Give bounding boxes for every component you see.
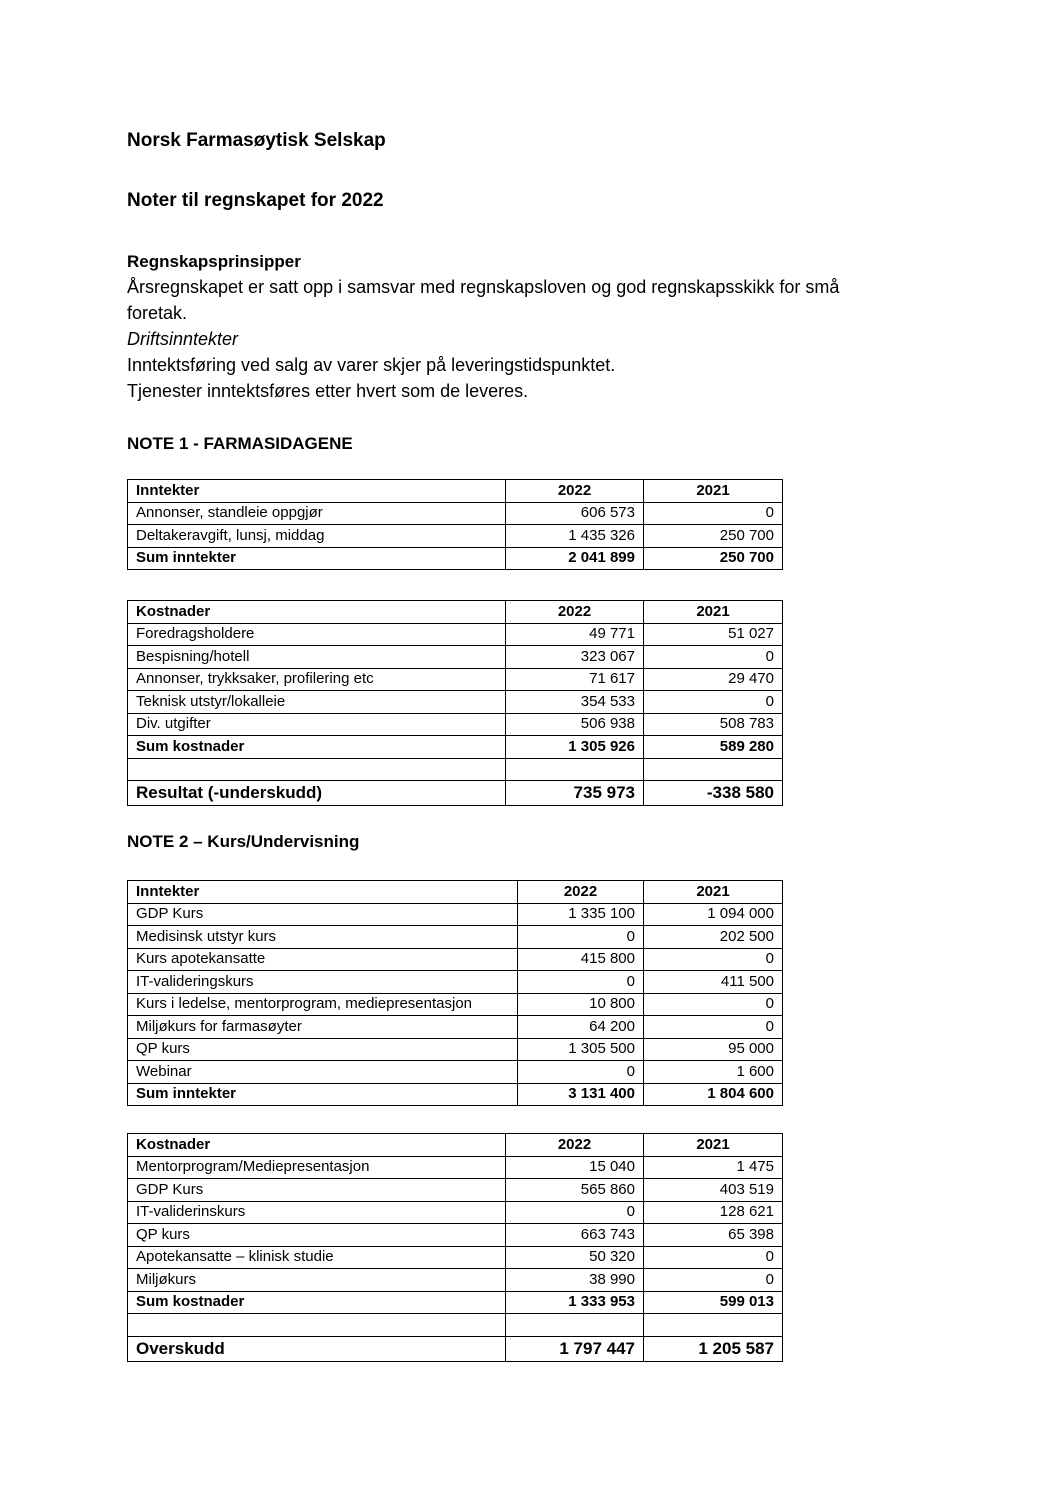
- table-row: [128, 1246, 783, 1269]
- table-header-row: [128, 480, 783, 503]
- value-2022: 415 800: [518, 948, 644, 971]
- column-header-2021: 2021: [644, 881, 783, 904]
- row-label: Webinar: [128, 1061, 518, 1084]
- value-2022: 323 067: [506, 646, 644, 669]
- column-header-2021: 2021: [644, 601, 783, 624]
- table-row: [128, 646, 783, 669]
- value-2022: 71 617: [506, 668, 644, 691]
- row-label: Medisinsk utstyr kurs: [128, 926, 518, 949]
- column-header-label: Kostnader: [128, 1134, 506, 1157]
- table-row: [128, 1224, 783, 1247]
- row-label: QP kurs: [128, 1224, 506, 1247]
- value-2022: 354 533: [506, 691, 644, 714]
- value-2022: 15 040: [506, 1156, 644, 1179]
- note2-title: NOTE 2 – Kurs/Undervisning: [127, 832, 360, 851]
- table-row: [128, 903, 783, 926]
- note2-costs-table: [127, 1133, 783, 1362]
- table-row: [128, 668, 783, 691]
- row-label: Kurs i ledelse, mentorprogram, mediepresentasjon: [128, 993, 518, 1016]
- empty-cell: [506, 1314, 644, 1337]
- value-2021: 51 027: [644, 623, 783, 646]
- value-2021: 0: [644, 1016, 783, 1039]
- value-2022: 0: [518, 926, 644, 949]
- principles-line-2: foretak.: [127, 303, 188, 323]
- column-header-2022: 2022: [506, 480, 644, 503]
- value-2021: 508 783: [644, 713, 783, 736]
- value-2021: 411 500: [644, 971, 783, 994]
- row-label: GDP Kurs: [128, 903, 518, 926]
- value-2022: 3 131 400: [518, 1083, 644, 1106]
- principles-subheading: Driftsinntekter: [127, 329, 239, 349]
- table-row: [128, 623, 783, 646]
- value-2022: 1 305 926: [506, 736, 644, 759]
- value-2021: 95 000: [644, 1038, 783, 1061]
- row-label: Mentorprogram/Mediepresentasjon: [128, 1156, 506, 1179]
- value-2022: 1 435 326: [506, 525, 644, 548]
- principles-line-1: Årsregnskapet er satt opp i samsvar med regnskapsloven og god regnskapsskikk for små: [127, 277, 840, 297]
- row-label: IT-valideringskurs: [128, 971, 518, 994]
- table-row: [128, 691, 783, 714]
- value-2022: 1 797 447: [506, 1336, 644, 1361]
- value-2022: 506 938: [506, 713, 644, 736]
- value-2021: 0: [644, 1246, 783, 1269]
- sum-row: [128, 1083, 783, 1106]
- value-2021: 0: [644, 502, 783, 525]
- column-header-2021: 2021: [644, 480, 783, 503]
- value-2021: 128 621: [644, 1201, 783, 1224]
- empty-row: [128, 1314, 783, 1337]
- empty-cell: [506, 758, 644, 781]
- column-header-label: Inntekter: [128, 480, 506, 503]
- table-header-row: [128, 1134, 783, 1157]
- table-row: [128, 1201, 783, 1224]
- column-header-label: Inntekter: [128, 881, 518, 904]
- row-label: Sum kostnader: [128, 736, 506, 759]
- result-row: [128, 1336, 783, 1361]
- value-2021: 0: [644, 691, 783, 714]
- value-2021: 1 600: [644, 1061, 783, 1084]
- value-2022: 1 333 953: [506, 1291, 644, 1314]
- row-label: Sum inntekter: [128, 547, 506, 570]
- table-row: [128, 1156, 783, 1179]
- value-2021: 250 700: [644, 547, 783, 570]
- value-2022: 64 200: [518, 1016, 644, 1039]
- empty-cell: [644, 758, 783, 781]
- empty-cell: [644, 1314, 783, 1337]
- table-row: [128, 993, 783, 1016]
- table-row: [128, 948, 783, 971]
- column-header-2022: 2022: [518, 881, 644, 904]
- value-2021: 1 094 000: [644, 903, 783, 926]
- note2-income-table: [127, 880, 783, 1106]
- table-row: [128, 713, 783, 736]
- value-2021: 0: [644, 1269, 783, 1292]
- table-row: [128, 1061, 783, 1084]
- row-label: Sum kostnader: [128, 1291, 506, 1314]
- row-label: Annonser, trykksaker, profilering etc: [128, 668, 506, 691]
- principles-line-3: Inntektsføring ved salg av varer skjer på leveringstidspunktet.: [127, 355, 616, 375]
- value-2021: 0: [644, 646, 783, 669]
- principles-heading: Regnskapsprinsipper: [127, 252, 301, 271]
- value-2021: 29 470: [644, 668, 783, 691]
- row-label: Resultat (-underskudd): [128, 781, 506, 806]
- row-label: Miljøkurs for farmasøyter: [128, 1016, 518, 1039]
- column-header-label: Kostnader: [128, 601, 506, 624]
- row-label: Foredragsholdere: [128, 623, 506, 646]
- column-header-2021: 2021: [644, 1134, 783, 1157]
- table-header-row: [128, 601, 783, 624]
- result-row: [128, 781, 783, 806]
- row-label: Kurs apotekansatte: [128, 948, 518, 971]
- row-label: Overskudd: [128, 1336, 506, 1361]
- row-label: IT-validerinskurs: [128, 1201, 506, 1224]
- empty-row: [128, 758, 783, 781]
- principles-line-4: Tjenester inntektsføres etter hvert som de leveres.: [127, 381, 529, 401]
- sum-row: [128, 736, 783, 759]
- value-2021: 1 205 587: [644, 1336, 783, 1361]
- table-row: [128, 502, 783, 525]
- table-row: [128, 1038, 783, 1061]
- row-label: Bespisning/hotell: [128, 646, 506, 669]
- table-header-row: [128, 881, 783, 904]
- sum-row: [128, 547, 783, 570]
- value-2021: 0: [644, 993, 783, 1016]
- value-2021: 0: [644, 948, 783, 971]
- document-title: Noter til regnskapet for 2022: [127, 190, 384, 211]
- value-2022: 663 743: [506, 1224, 644, 1247]
- value-2021: 202 500: [644, 926, 783, 949]
- value-2021: -338 580: [644, 781, 783, 806]
- table-row: [128, 926, 783, 949]
- value-2021: 589 280: [644, 736, 783, 759]
- value-2022: 735 973: [506, 781, 644, 806]
- row-label: Apotekansatte – klinisk studie: [128, 1246, 506, 1269]
- row-label: GDP Kurs: [128, 1179, 506, 1202]
- value-2022: 38 990: [506, 1269, 644, 1292]
- empty-cell: [128, 1314, 506, 1337]
- note1-title: NOTE 1 - FARMASIDAGENE: [127, 434, 353, 453]
- row-label: Miljøkurs: [128, 1269, 506, 1292]
- table-row: [128, 1016, 783, 1039]
- row-label: QP kurs: [128, 1038, 518, 1061]
- row-label: Sum inntekter: [128, 1083, 518, 1106]
- value-2022: 0: [518, 1061, 644, 1084]
- value-2022: 10 800: [518, 993, 644, 1016]
- value-2022: 50 320: [506, 1246, 644, 1269]
- column-header-2022: 2022: [506, 1134, 644, 1157]
- column-header-2022: 2022: [506, 601, 644, 624]
- value-2022: 606 573: [506, 502, 644, 525]
- value-2021: 250 700: [644, 525, 783, 548]
- row-label: Teknisk utstyr/lokalleie: [128, 691, 506, 714]
- empty-cell: [128, 758, 506, 781]
- table-row: [128, 1269, 783, 1292]
- note1-income-table: [127, 479, 783, 570]
- value-2021: 1 804 600: [644, 1083, 783, 1106]
- value-2022: 1 305 500: [518, 1038, 644, 1061]
- value-2022: 1 335 100: [518, 903, 644, 926]
- value-2021: 403 519: [644, 1179, 783, 1202]
- row-label: Deltakeravgift, lunsj, middag: [128, 525, 506, 548]
- sum-row: [128, 1291, 783, 1314]
- value-2022: 2 041 899: [506, 547, 644, 570]
- value-2022: 0: [506, 1201, 644, 1224]
- table-row: [128, 971, 783, 994]
- value-2021: 599 013: [644, 1291, 783, 1314]
- value-2022: 49 771: [506, 623, 644, 646]
- value-2022: 565 860: [506, 1179, 644, 1202]
- row-label: Div. utgifter: [128, 713, 506, 736]
- org-name: Norsk Farmasøytisk Selskap: [127, 130, 386, 151]
- table-row: [128, 1179, 783, 1202]
- value-2022: 0: [518, 971, 644, 994]
- value-2021: 65 398: [644, 1224, 783, 1247]
- table-row: [128, 525, 783, 548]
- row-label: Annonser, standleie oppgjør: [128, 502, 506, 525]
- value-2021: 1 475: [644, 1156, 783, 1179]
- note1-costs-table: [127, 600, 783, 806]
